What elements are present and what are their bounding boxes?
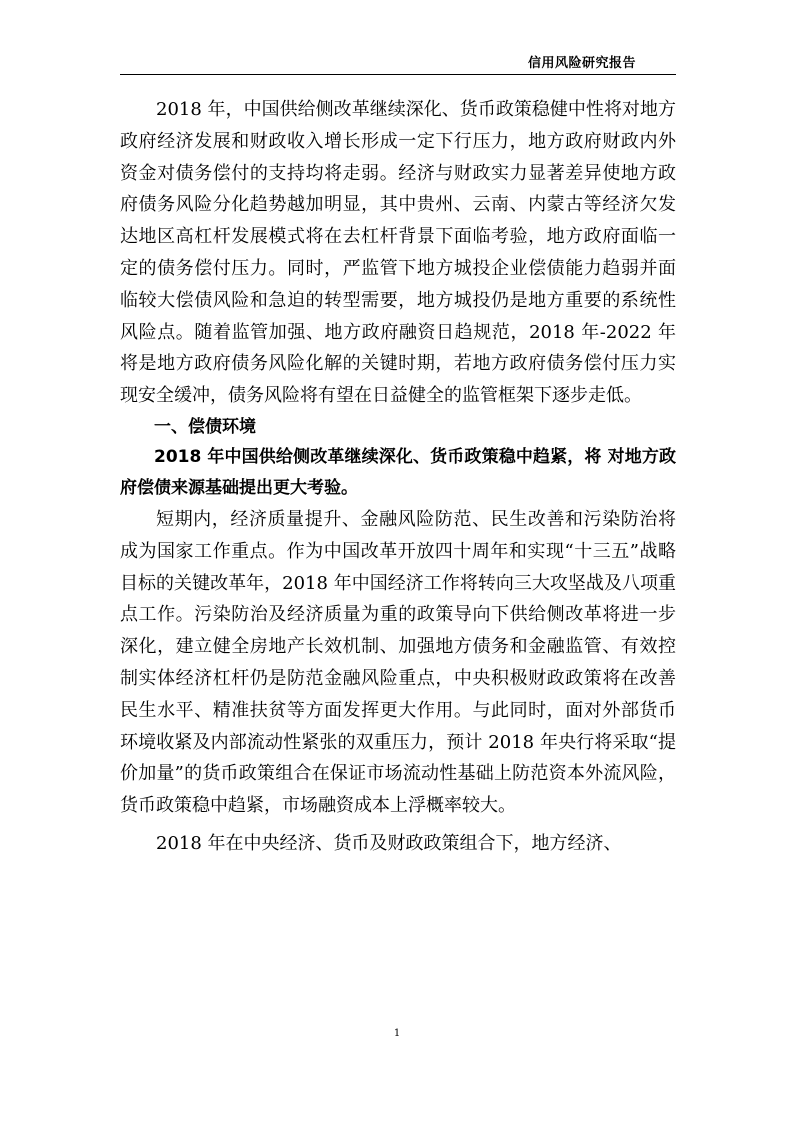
page-number: 1 <box>393 1028 401 1039</box>
bold-summary-paragraph: 2018 年中国供给侧改革继续深化、货币政策稳中趋紧，将 对地方政府偿债来源基础提出更大考验。 <box>120 446 676 498</box>
paragraph-intro: 2018 年，中国供给侧改革继续深化、货币政策稳健中性将对地方政府经济发展和财政收入增长形成一定下行压力，地方政府财政内外资金对债务偿付的支持均将走弱。经济与财政实力显著差异使地方政府债务风险分化趋势越加明显，其中贵州、云南、内蒙古等经济欠发达地区高杠杆发展模式将在去杠杆背景下面临考验，地方政府面临一定的债务偿付压力。同时，严监管下地方城投企业偿债能力趋弱并面临较大偿债风险和急迫的转型需要，地方城投仍是地方重要的系统性风险点。随着监管加强、地方政府融资日趋规范，2018 年-2022 年将是地方政府债务风险化解的关键时期，若地方政府债务偿付压力实现安全缓冲，债务风险将有望在日益健全的监管框架下逐步走低。 <box>120 99 676 407</box>
header-divider <box>120 74 676 75</box>
document-body <box>120 94 676 860</box>
paragraph-continuation: 2018 年在中央经济、货币及财政政策组合下，地方经济、 <box>156 832 622 854</box>
section-heading: 一、偿债环境 <box>154 416 256 437</box>
paragraph-short-term: 短期内，经济质量提升、金融风险防范、民生改善和污染防治将成为国家工作重点。作为中国改革开放四十周年和实现“十三五”战略目标的关键改革年，2018 年中国经济工作将转向三大攻坚战及八项重点工作。污染防治及经济质量为重的政策导向下供给侧改革将进一步深化，建立健全房地产长效机制、加强地方债务和金融监管、有效控制实体经济杠杆仍是防范金融风险重点，中央积极财政政策将在改善民生水平、精准扶贫等方面发挥更大作用。与此同时，面对外部货币环境收紧及内部流动性紧张的双重压力，预计 2018 年央行将采取“提价加量”的货币政策组合在保证市场流动性基础上防范资本外流风险，货币政策稳中趋紧，市场融资成本上浮概率较大。 <box>120 508 676 817</box>
report-header-title: 信用风险研究报告 <box>527 56 636 71</box>
